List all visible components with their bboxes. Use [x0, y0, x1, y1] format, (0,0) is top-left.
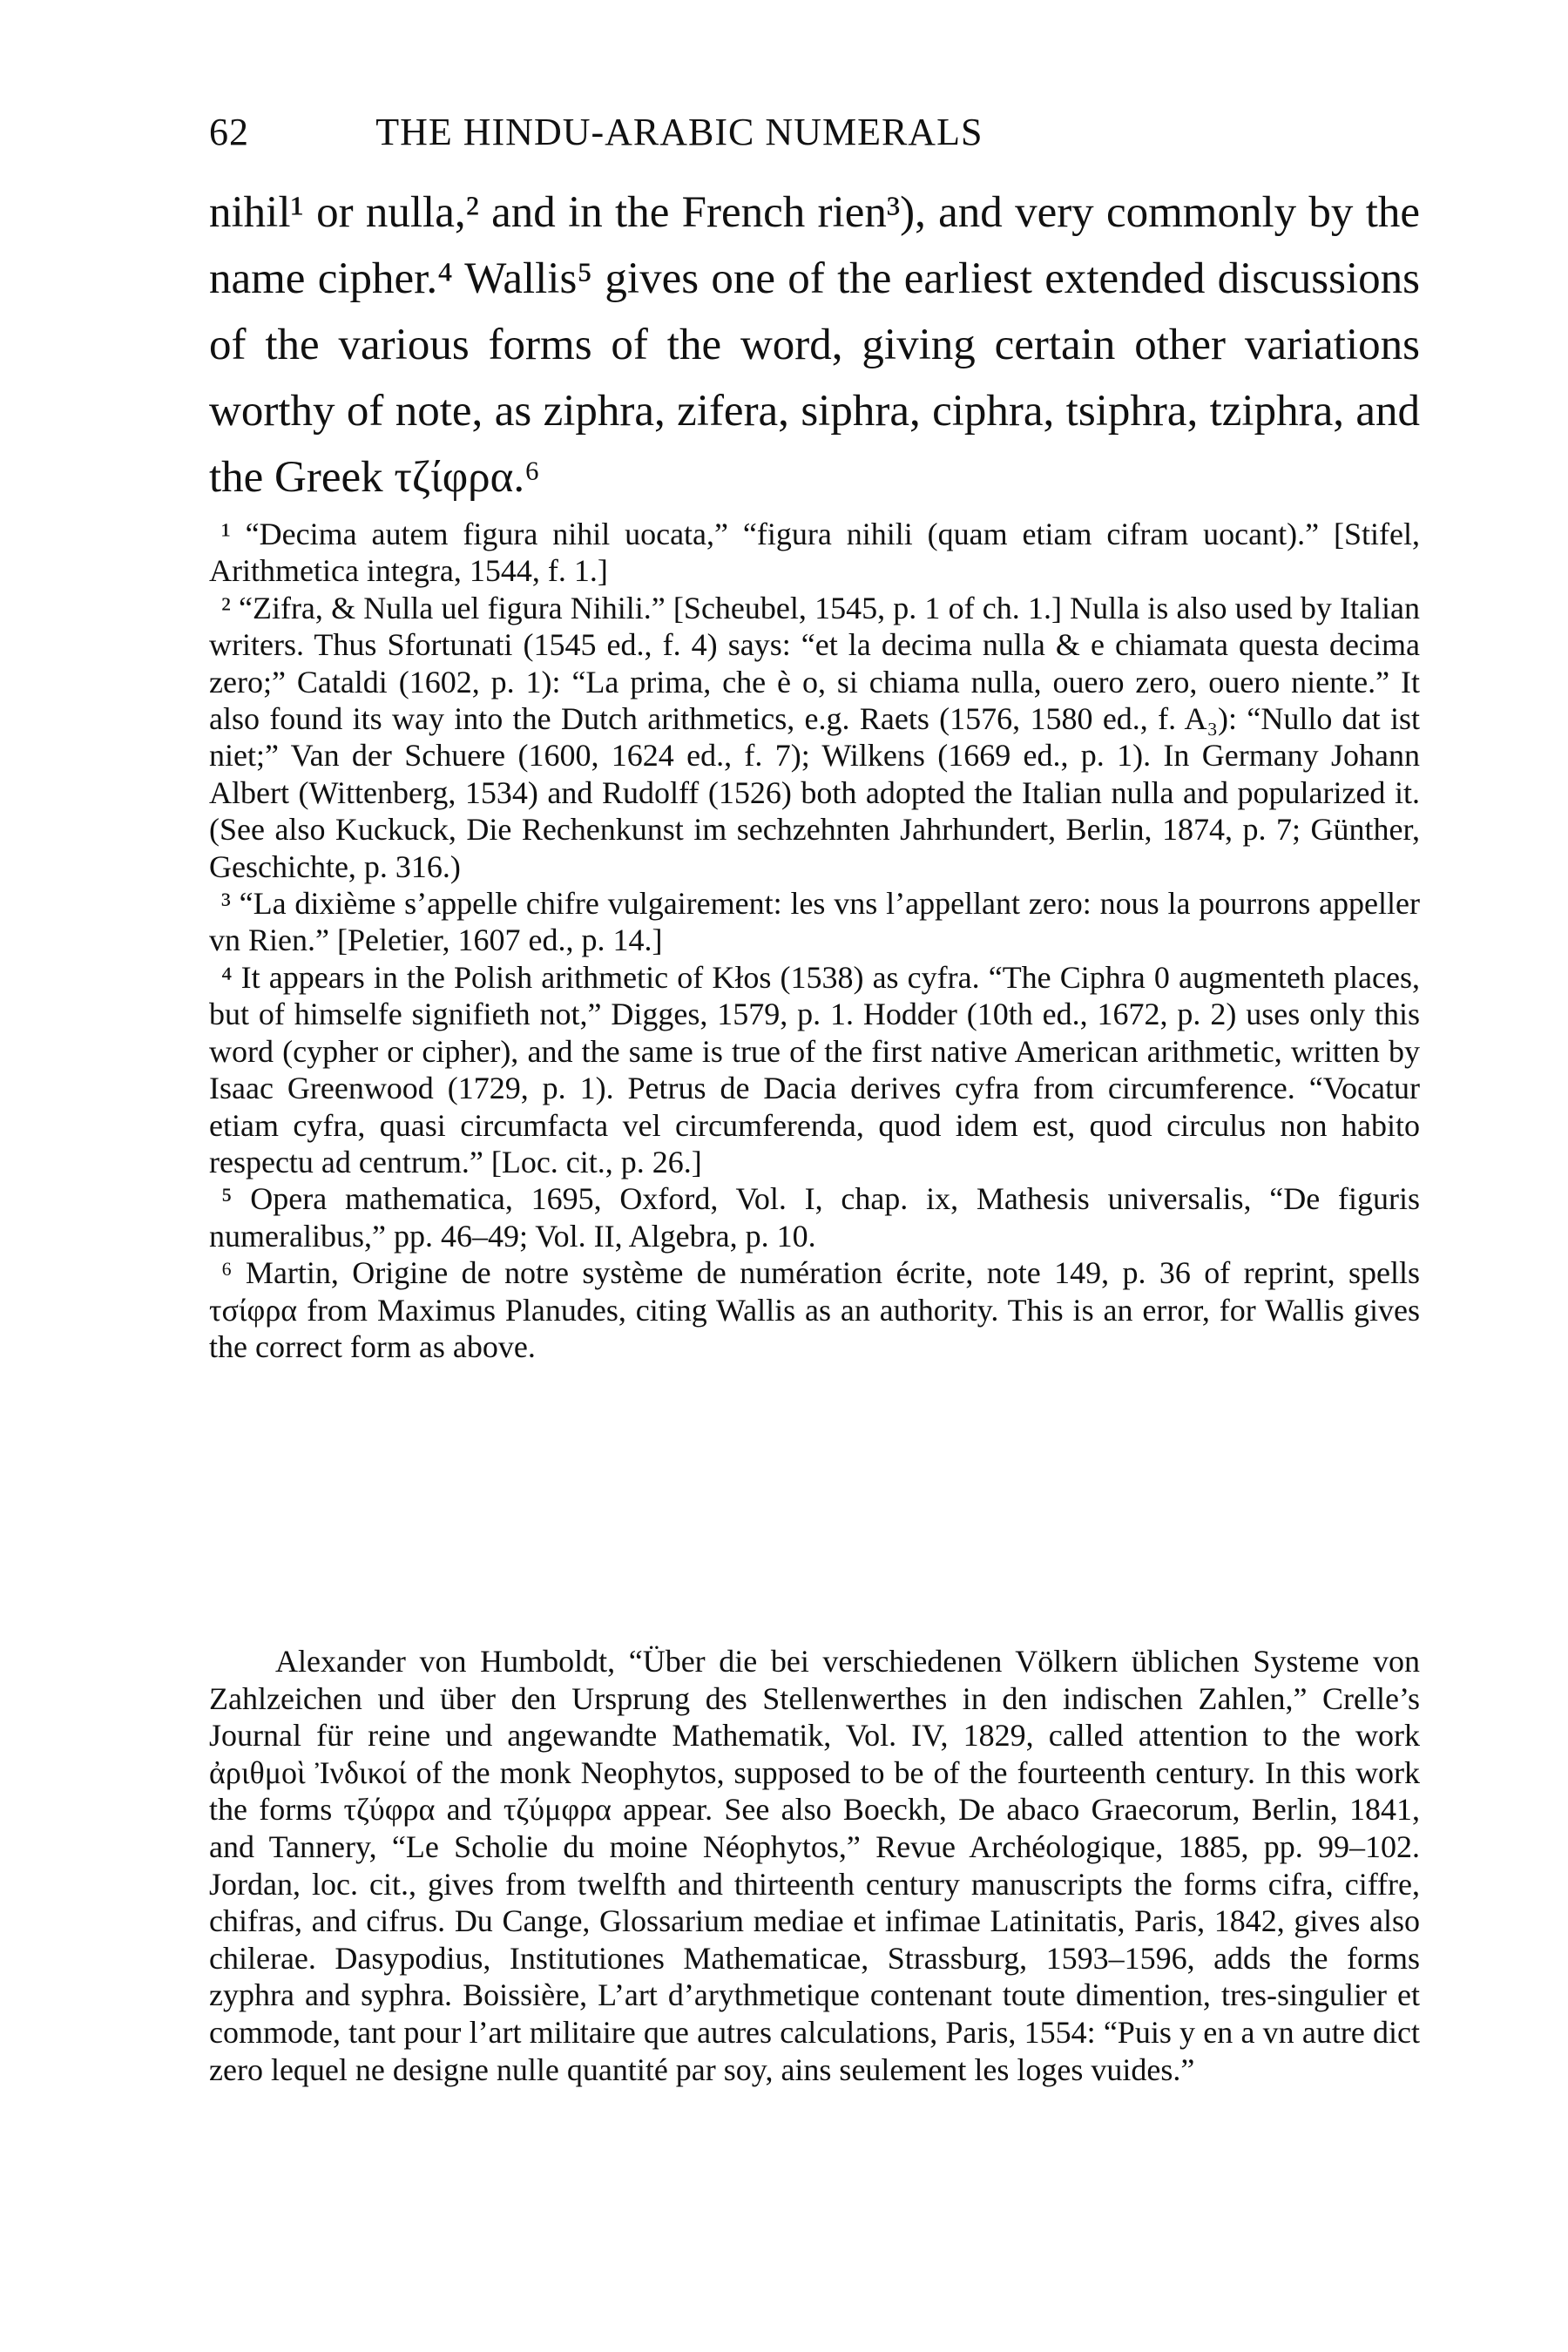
footnote-2: ² “Zifra, & Nulla uel figura Nihili.” [Scheubel, 1545, p. 1 of ch. 1.] Nulla is also used by Italian writers. Thus Sfortunati (1545 ed., f. 4) says: “et la decima nulla & e chiamata questa decima zero;” Cataldi (1602, p. 1): “La prima, che è o, si chiama nulla, ouero zero, ouero niente.” It also found its way into the Dutch arithmetics, e.g. Raets (1576, 1580 ed., f. A₃): “Nullo dat ist niet;” Van der Schuere (1600, 1624 ed., f. 7); Wilkens (1669 ed., p. 1). In Germany Johann Albert (Wittenberg, 1534) and Rudolff (1526) both adopted the Italian nulla and popularized it. (See also Kuckuck, Die Rechenkunst im sechzehnten Jahrhundert, Berlin, 1874, p. 7; Günther, Geschichte, p. 316.)	[209, 590, 1420, 884]
page-number: 62	[209, 111, 249, 153]
footnotes	[209, 516, 1420, 1365]
running-title: THE HINDU-ARABIC NUMERALS	[375, 111, 983, 153]
footnote-3: ³ “La dixième s’appelle chifre vulgairement: les vns l’appellant zero: nous la pourrons appeller vn Rien.” [Peletier, 1607 ed., p. 14.]	[209, 886, 1420, 958]
body-text	[209, 179, 1420, 510]
body-paragraph: nihil¹ or nulla,² and in the French rien³), and very commonly by the name cipher.⁴ Wallis⁵ gives one of the earliest extended discussions of the various forms of the word, giving certain other variations worthy of note, as ziphra, zifera, siphra, ciphra, tsiphra, tziphra, and the Greek τζίφρα.⁶	[209, 188, 1420, 502]
footnote-5: ⁵ Opera mathematica, 1695, Oxford, Vol. I, chap. ix, Mathesis universalis, “De figuris numeralibus,” pp. 46–49; Vol. II, Algebra, p. 10.	[209, 1181, 1420, 1254]
footnote-6: ⁶ Martin, Origine de notre système de numération écrite, note 149, p. 36 of reprint, spells τσίφρα from Maximus Planudes, citing Wallis as an authority. This is an error, for Wallis gives the correct form as above.	[209, 1255, 1420, 1364]
running-header	[209, 110, 1429, 154]
continuation-paragraph: Alexander von Humboldt, “Über die bei verschiedenen Völkern üblichen Systeme von Zahlzeichen und über den Ursprung des Stellenwerthes in den indischen Zahlen,” Crelle’s Journal für reine und angewandte Mathematik, Vol. IV, 1829, called attention to the work ἀριθμοὶ Ἰνδικοί of the monk Neophytos, supposed to be of the fourteenth century. In this work the forms τζύφρα and τζύμφρα appear. See also Boeckh, De abaco Graecorum, Berlin, 1841, and Tannery, “Le Scholie du moine Néophytos,” Revue Archéologique, 1885, pp. 99–102. Jordan, loc. cit., gives from twelfth and thirteenth century manuscripts the forms cifra, ciffre, chifras, and cifrus. Du Cange, Glossarium mediae et infimae Latinitatis, Paris, 1842, gives also chilerae. Dasypodius, Institutiones Mathematicae, Strassburg, 1593–1596, adds the forms zyphra and syphra. Boissière, L’art d’arythmetique contenant toute dimention, tres-singulier et commode, tant pour l’art militaire que autres calculations, Paris, 1554: “Puis y en a vn autre dict zero lequel ne designe nulle quantité par soy, ains seulement les loges vuides.”	[209, 1644, 1420, 2087]
footnote-1: ¹ “Decima autem figura nihil uocata,” “figura nihili (quam etiam cifram uocant).” [Stifel, Arithmetica integra, 1544, f. 1.]	[209, 517, 1420, 589]
footnote-continuation	[209, 1643, 1420, 2088]
footnote-4: ⁴ It appears in the Polish arithmetic of Kłos (1538) as cyfra. “The Ciphra 0 augmenteth places, but of himselfe signifieth not,” Digges, 1579, p. 1. Hodder (10th ed., 1672, p. 2) uses only this word (cypher or cipher), and the same is true of the first native American arithmetic, written by Isaac Greenwood (1729, p. 1). Petrus de Dacia derives cyfra from circumference. “Vocatur etiam cyfra, quasi circumfacta vel circumferenda, quod idem est, quod circulus non habito respectu ad centrum.” [Loc. cit., p. 26.]	[209, 959, 1420, 1179]
